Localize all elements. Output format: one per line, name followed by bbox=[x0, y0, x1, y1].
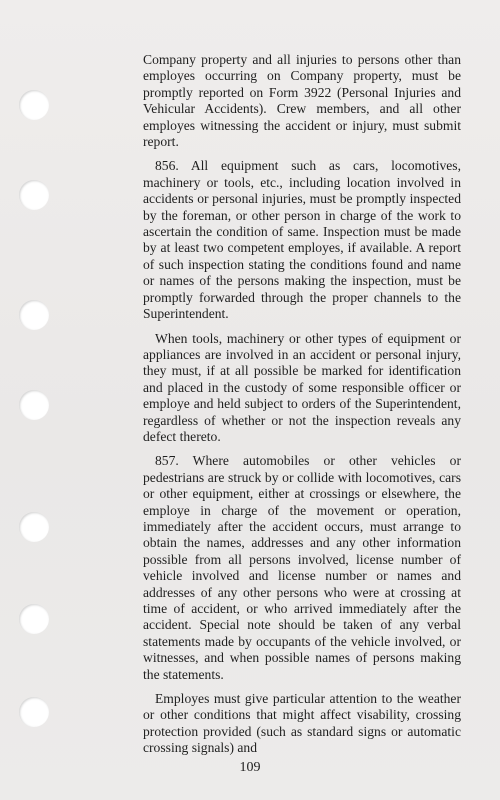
binder-hole bbox=[19, 512, 49, 542]
paragraph-857: 857. Where automobiles or other vehicles or pedestrians are struck by or collide with locomotives, cars or other equipment, either at crossings or elsewhere, the employe in charge of the movement or operation, immediately after the accident occurs, must arrange to obtain the names, addresses and any other information possible from all persons involved, license number of vehicle involved and license number or names and addresses of any other persons who were at crossing at time of accident, or who arrived immediately after the accident. Special note should be taken of any verbal statements made by occupants of the vehicle involved, or witnesses, and when possible names of persons making the statements. bbox=[143, 453, 461, 682]
binder-hole bbox=[19, 697, 49, 727]
binder-hole bbox=[19, 90, 49, 120]
paragraph-equipment-involved: When tools, machinery or other types of equipment or appliances are involved in an accident or personal injury, they must, if at all possible be marked for identification and placed in the custody of some responsible officer or employe and held subject to orders of the Superintendent, regardless of whether or not the inspection reveals any defect thereto. bbox=[143, 330, 461, 444]
paragraph-employes-attention: Employes must give particular attention to the weather or other conditions that might affect visability, crossing protection provided (such as standard signs or automatic crossing signals) and bbox=[143, 691, 461, 756]
binder-holes bbox=[0, 0, 60, 800]
page-number: 109 bbox=[239, 760, 261, 775]
body-text bbox=[143, 52, 461, 757]
binder-hole bbox=[19, 390, 49, 420]
paragraph-company-property: Company property and all injuries to persons other than employes occurring on Company property, must be promptly reported on Form 3922 (Personal Injuries and Vehicular Accidents). Crew members, and all other employes witnessing the accident or injury, must submit report. bbox=[143, 52, 461, 150]
paragraph-856: 856. All equipment such as cars, locomotives, machinery or tools, etc., including location involved in accidents or personal injuries, must be promptly inspected by the foreman, or other person in charge of the work to ascertain the condition of same. Inspection must be made by at least two competent employes, if available. A report of such inspection stating the conditions found and name or names of the persons making the inspection, must be promptly forwarded through the proper channels to the Superintendent. bbox=[143, 158, 461, 322]
binder-hole bbox=[19, 180, 49, 210]
binder-hole bbox=[19, 604, 49, 634]
binder-hole bbox=[19, 300, 49, 330]
